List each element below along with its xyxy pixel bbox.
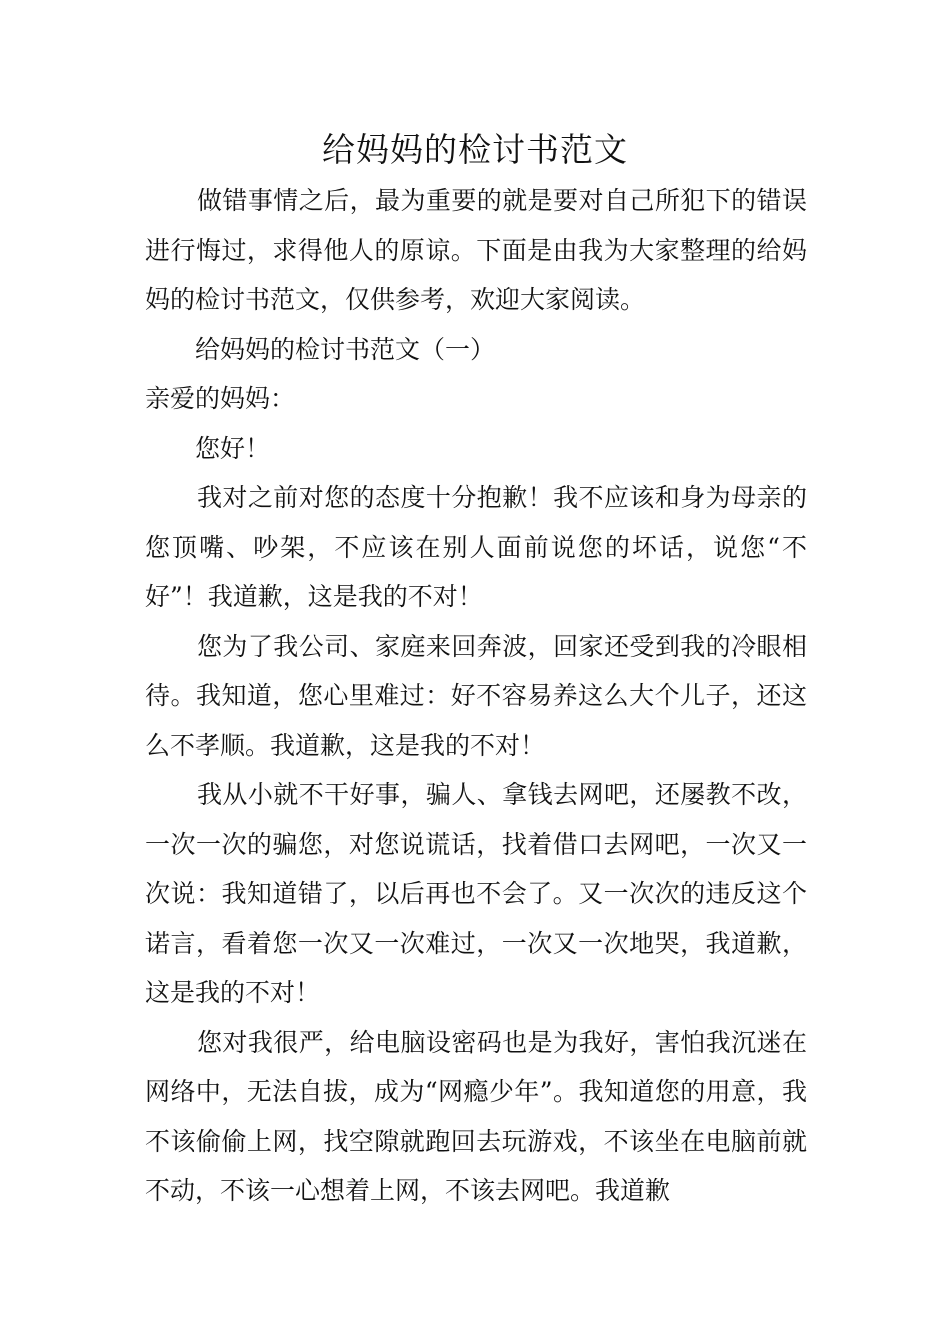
intro-paragraph: 做错事情之后，最为重要的就是要对自己所犯下的错误进行悔过，求得他人的原谅。下面是由我为大家整理的给妈妈的检讨书范文，仅供参考，欢迎大家阅读。 [145,186,807,314]
salutation: 亲爱的妈妈： [145,384,296,413]
greeting: 您好！ [195,433,271,463]
body-paragraph: 我从小就不干好事，骗人、拿钱去网吧，还屡教不改，一次一次的骗您，对您说谎话，找着借口去网吧，一次又一次说：我知道错了，以后再也不会了。又一次次的违反这个诺言，看着您一次又一次难过，一次又一次地哭，我道歉，这是我的不对！ [145,780,807,1007]
body-paragraph: 您对我很严，给电脑设密码也是为我好，害怕我沉迷在网络中，无法自拔，成为“网瘾少年”。我知道您的用意，我不该偷偷上网，找空隙就跑回去玩游戏，不该坐在电脑前就不动，不该一心想着上网，不该去网吧。我道歉 [145,1027,807,1205]
document-title: 给妈妈的检讨书范文 [322,130,628,169]
body-paragraph: 我对之前对您的态度十分抱歉！我不应该和身为母亲的您顶嘴、吵架，不应该在别人面前说您的坏话，说您“不好”！我道歉，这是我的不对！ [145,483,807,611]
body-paragraph: 您为了我公司、家庭来回奔波，回家还受到我的冷眼相待。我知道，您心里难过：好不容易养这么大个儿子，还这么不孝顺。我道歉，这是我的不对！ [145,631,807,760]
document-body [145,176,807,1216]
section-heading: 给妈妈的检讨书范文（一） [195,334,496,364]
